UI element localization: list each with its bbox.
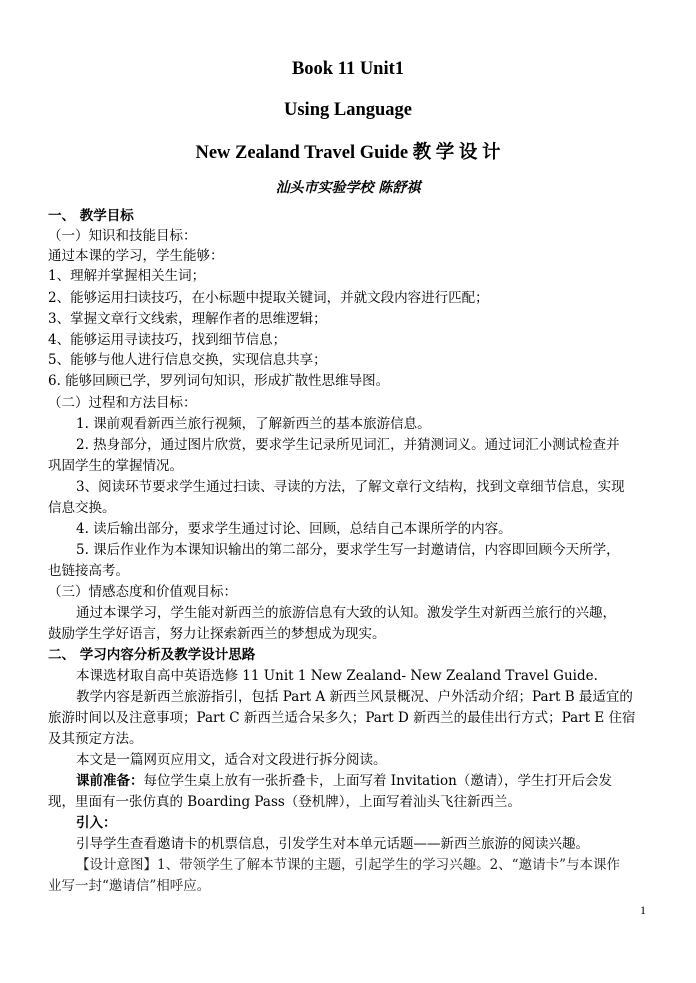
sub3-line: 通过本课学习，学生能对新西兰的旅游信息有大致的认知。激发学生对新西兰旅行的兴趣， <box>76 605 616 621</box>
sub2-line: 信息交换。 <box>48 500 116 516</box>
intro-label: 引入： <box>76 815 117 831</box>
page-number: 1 <box>640 903 646 917</box>
sub2-line: 3、阅读环节要求学生通过扫读、寻读的方法，了解文章行文结构，找到文章细节信息，实现 <box>76 479 625 495</box>
prep-line <box>76 771 612 791</box>
sub1-item: 3、掌握文章行文线索，理解作者的思维逻辑； <box>48 311 327 327</box>
section2-line: 及其预定方法。 <box>48 731 143 747</box>
sub1-item: 6. 能够回顾已学，罗列词句知识，形成扩散性思维导图。 <box>48 373 390 389</box>
section2-line: 教学内容是新西兰旅游指引，包括 Part A 新西兰风景概况、户外活动介绍；Part B 最适宜的 <box>76 689 633 705</box>
sub2-line: 巩固学生的掌握情况。 <box>48 458 183 474</box>
design-note-line-2: 业写一封“邀请信”相呼应。 <box>48 878 211 894</box>
section2-line: 本文是一篇网页应用文，适合对文段进行拆分阅读。 <box>76 752 387 768</box>
sub1-item: 2、能够运用扫读技巧，在小标题中提取关键词，并就文段内容进行匹配； <box>48 290 489 306</box>
design-note-line: 【设计意图】1、带领学生了解本节课的主题，引起学生的学习兴趣。2、“邀请卡”与本课作 <box>76 857 620 873</box>
prep-line-2: 现，里面有一张仿真的 Boarding Pass（登机牌），上面写着汕头飞往新西兰。 <box>48 794 522 810</box>
sub2-line: 1. 课前观看新西兰旅行视频，了解新西兰的基本旅游信息。 <box>76 416 431 432</box>
prep-text: 每位学生桌上放有一张折叠卡，上面写着 Invitation（邀请），学生打开后会发 <box>143 773 613 789</box>
sub2-line: 4. 读后输出部分，要求学生通过讨论、回顾，总结自己本课所学的内容。 <box>76 521 512 537</box>
title-book-unit: Book 11 Unit1 <box>291 59 405 79</box>
sub1-intro: 通过本课的学习，学生能够： <box>48 248 224 264</box>
prep-label: 课前准备： <box>76 773 144 789</box>
sub2-line: 2. 热身部分，通过图片欣赏，要求学生记录所见词汇，并猜测词义。通过词汇小测试检查并 <box>76 437 620 453</box>
section2-line: 本课选材取自高中英语选修 11 Unit 1 New Zealand- New Zealand Travel Guide. <box>76 668 598 684</box>
sub2-line: 5. 课后作业作为本课知识输出的第二部分，要求学生写一封邀请信，内容即回顾今天所学， <box>76 542 620 558</box>
section2-line: 旅游时间以及注意事项；Part C 新西兰适合呆多久；Part D 新西兰的最佳出行方式；Part E 住宿 <box>48 710 636 726</box>
sub1-item: 4、能够运用寻读技巧，找到细节信息； <box>48 332 287 348</box>
sub2-heading: （二）过程和方法目标： <box>48 395 197 411</box>
author-line: 汕头市实验学校 陈舒祺 <box>275 180 421 196</box>
sub1-item: 1、理解并掌握相关生词； <box>48 268 206 284</box>
title-using-language: Using Language <box>284 100 412 120</box>
sub3-line: 鼓励学生学好语言，努力让探索新西兰的梦想成为现实。 <box>48 626 386 642</box>
section2-heading: 二、 学习内容分析及教学设计思路 <box>48 647 256 663</box>
section1-heading: 一、 教学目标 <box>48 208 134 224</box>
sub2-line: 也链接高考。 <box>48 563 129 579</box>
sub1-heading: （一）知识和技能目标： <box>48 228 197 244</box>
sub3-heading: （三）情感态度和价值观目标： <box>48 584 237 600</box>
sub1-item: 5、能够与他人进行信息交换，实现信息共享； <box>48 352 327 368</box>
intro-line: 引导学生查看邀请卡的机票信息，引发学生对本单元话题——新西兰旅游的阅读兴趣。 <box>76 836 589 852</box>
title-lesson-design: New Zealand Travel Guide 教 学 设 计 <box>195 143 501 163</box>
